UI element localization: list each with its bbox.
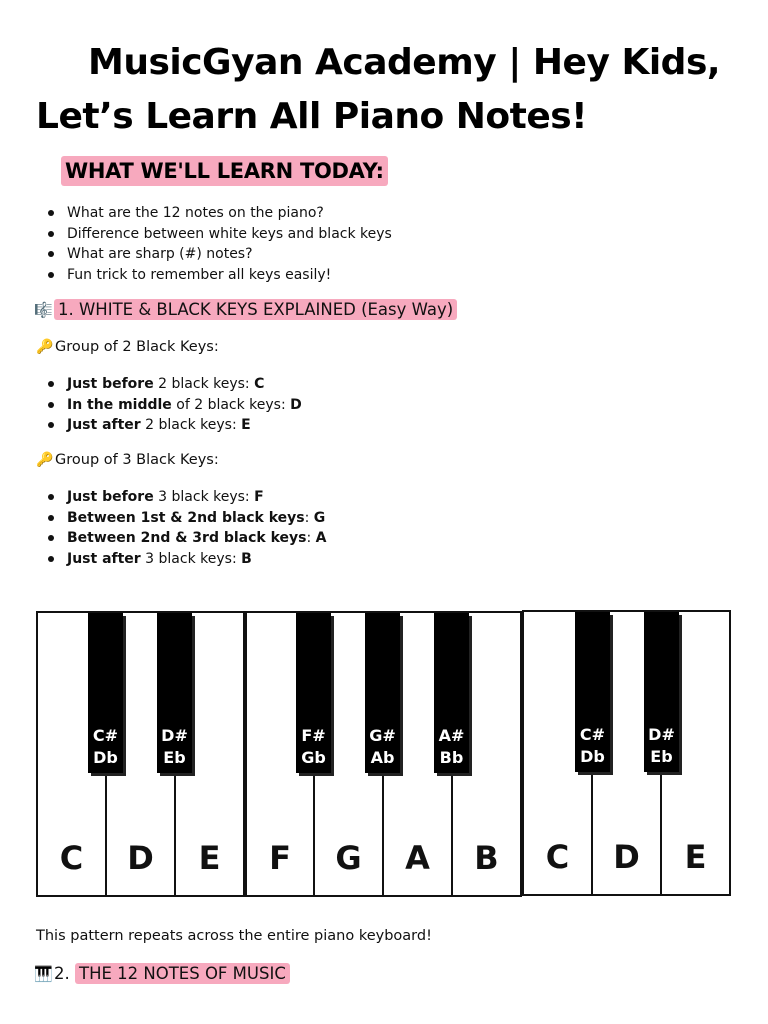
black-key-label: D# Eb — [648, 725, 675, 766]
list-item: Between 2nd & 3rd black keys: A — [48, 528, 327, 549]
black-key[interactable] — [88, 613, 123, 773]
page-title — [36, 36, 746, 144]
pattern-note: This pattern repeats across the entire piano keyboard! — [36, 928, 432, 944]
white-key-label: C — [545, 838, 570, 876]
black-key[interactable] — [157, 613, 192, 773]
black-key-label: F# Gb — [301, 726, 326, 767]
black-key[interactable] — [575, 612, 610, 772]
black-key[interactable] — [434, 613, 469, 773]
learn-heading: WHAT WE'LL LEARN TODAY: — [61, 156, 388, 186]
title-line-2: Let’s Learn All Piano Notes! — [36, 96, 588, 137]
black-key-label: G# Ab — [369, 726, 396, 767]
white-key-label: C — [59, 839, 84, 877]
white-key-label: B — [474, 839, 499, 877]
title-line-1: MusicGyan Academy | Hey Kids, — [88, 42, 721, 83]
list-item: Just after 3 black keys: B — [48, 549, 327, 570]
black-key-label: C# Db — [92, 726, 119, 767]
list-item: In the middle of 2 black keys: D — [48, 395, 302, 416]
white-key-label: E — [198, 839, 221, 877]
black-key[interactable] — [296, 613, 331, 773]
white-key-label: F — [269, 839, 291, 877]
black-key-label: A# Bb — [438, 726, 465, 767]
key-icon: 🔑 — [36, 452, 54, 468]
music-score-icon: 🎼 — [34, 301, 53, 319]
learn-list — [48, 203, 392, 285]
list-item: Just before 2 black keys: C — [48, 374, 302, 395]
piano-icon: 🎹 — [34, 965, 53, 983]
black-key[interactable] — [644, 612, 679, 772]
black-key[interactable] — [365, 613, 400, 773]
list-item: What are the 12 notes on the piano? — [48, 203, 392, 224]
list-item: Difference between white keys and black keys — [48, 224, 392, 245]
list-item: What are sharp (#) notes? — [48, 244, 392, 265]
black-key-label: D# Eb — [161, 726, 188, 767]
section-2-number: 2. — [54, 964, 70, 983]
group-2-label: Group of 2 Black Keys: — [55, 339, 219, 355]
white-key-label: D — [613, 838, 640, 876]
list-item: Just after 2 black keys: E — [48, 415, 302, 436]
list-item: Between 1st & 2nd black keys: G — [48, 508, 327, 529]
white-key-label: D — [127, 839, 154, 877]
section-1-title: 1. WHITE & BLACK KEYS EXPLAINED (Easy Way) — [54, 299, 457, 320]
list-item: Fun trick to remember all keys easily! — [48, 265, 392, 286]
group-2-list — [48, 374, 302, 436]
section-2-title: THE 12 NOTES OF MUSIC — [75, 963, 290, 984]
group-3-heading — [36, 450, 219, 470]
section-2-heading — [34, 962, 290, 986]
white-key-label: A — [405, 839, 430, 877]
white-key-label: G — [335, 839, 362, 877]
group-3-list — [48, 487, 327, 569]
white-key-label: E — [684, 838, 707, 876]
black-key-label: C# Db — [579, 725, 606, 766]
group-3-label: Group of 3 Black Keys: — [55, 452, 219, 468]
group-2-heading — [36, 337, 219, 357]
list-item: Just before 3 black keys: F — [48, 487, 327, 508]
section-1-heading — [34, 298, 457, 322]
key-icon: 🔑 — [36, 339, 54, 355]
